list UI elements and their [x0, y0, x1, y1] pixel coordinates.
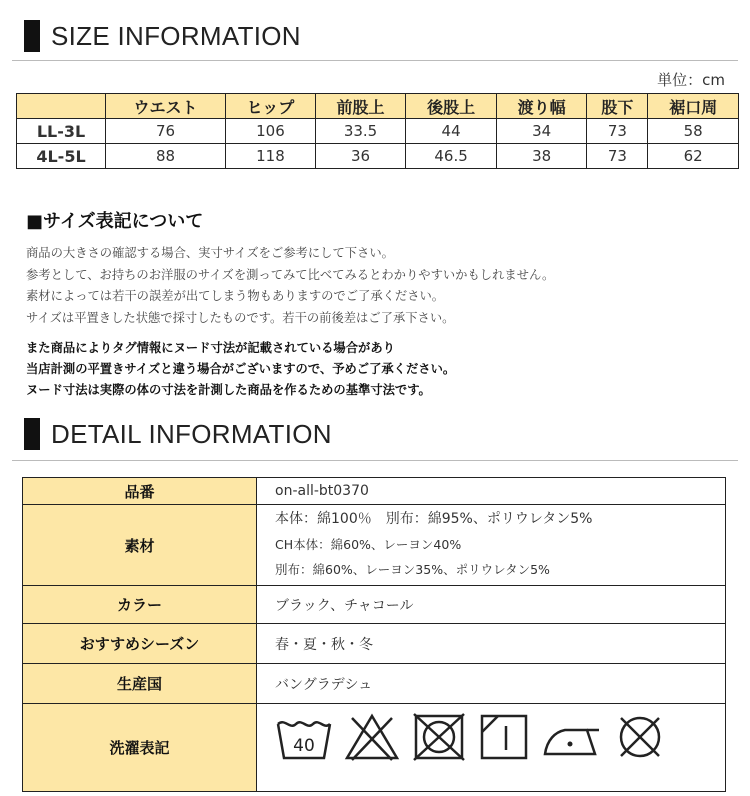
table-row — [23, 505, 726, 586]
section-bar — [24, 418, 40, 450]
size-label: LL-3L — [17, 119, 106, 144]
note-line-bold: 当店計測の平置きサイズと違う場合がございますので、予めご了承ください。 — [26, 362, 456, 376]
table-cell: 73 — [587, 144, 648, 169]
table-cell: 58 — [648, 119, 739, 144]
size-label: 4L-5L — [17, 144, 106, 169]
low-iron-icon — [541, 712, 603, 762]
wash-temp-label: 40 — [293, 736, 315, 756]
season-value: 春・夏・秋・冬 — [257, 624, 726, 664]
col-header: 裾口周 — [648, 94, 739, 119]
table-cell: 33.5 — [315, 119, 406, 144]
table-cell: 62 — [648, 144, 739, 169]
size-notes-bold — [26, 338, 455, 401]
table-cell: 106 — [226, 119, 316, 144]
col-header: 後股上 — [406, 94, 497, 119]
table-cell: 76 — [106, 119, 226, 144]
section-bar — [24, 20, 40, 52]
col-header: ヒップ — [226, 94, 316, 119]
table-row — [23, 586, 726, 624]
care-label: 洗濯表記 — [23, 704, 257, 792]
col-header: 股下 — [587, 94, 648, 119]
size-info-title: SIZE INFORMATION — [51, 20, 301, 51]
unit-label: 単位：cm — [657, 71, 725, 89]
material-label: 素材 — [23, 505, 257, 586]
color-label: カラー — [23, 586, 257, 624]
table-cell: 36 — [315, 144, 406, 169]
product-number-label: 品番 — [23, 478, 257, 505]
table-row — [23, 624, 726, 664]
color-value: ブラック、チャコール — [257, 586, 726, 624]
care-icons — [257, 704, 726, 792]
detail-info-header — [24, 418, 332, 450]
origin-value: バングラデシュ — [257, 664, 726, 704]
material-line: CH本体：綿60%、レーヨン40% — [275, 537, 462, 552]
line-dry-shade-icon — [478, 712, 530, 762]
detail-table — [22, 477, 726, 792]
detail-info-title: DETAIL INFORMATION — [51, 418, 332, 449]
table-cell: 73 — [587, 119, 648, 144]
table-cell: 46.5 — [406, 144, 497, 169]
season-label: おすすめシーズン — [23, 624, 257, 664]
material-line: 本体：綿100％ 別布：綿95%、ポリウレタン5% — [275, 511, 593, 527]
note-line: 参考として、お持ちのお洋服のサイズを測ってみて比べてみるとわかりやすいかもしれません。 — [26, 267, 555, 282]
size-notes-title: ■サイズ表記について — [26, 211, 204, 232]
no-dry-clean-icon — [614, 712, 666, 762]
divider — [12, 460, 738, 461]
material-line: 別布：綿60%、レーヨン35%、ポリウレタン5% — [275, 562, 550, 577]
col-header: ウエスト — [106, 94, 226, 119]
product-number-value: on-all-bt0370 — [257, 478, 726, 505]
size-table-header — [17, 94, 739, 119]
table-cell: 118 — [226, 144, 316, 169]
material-value — [257, 505, 726, 586]
table-cell: 34 — [496, 119, 587, 144]
note-line: サイズは平置きした状態で採寸したものです。若干の前後差はご了承下さい。 — [26, 310, 455, 325]
col-header: 前股上 — [315, 94, 406, 119]
table-row — [17, 119, 739, 144]
origin-label: 生産国 — [23, 664, 257, 704]
size-info-header — [24, 20, 301, 52]
table-cell: 38 — [496, 144, 587, 169]
table-row — [23, 704, 726, 792]
corner-cell — [17, 94, 106, 119]
wash-40-icon — [275, 712, 333, 762]
table-row — [17, 144, 739, 169]
note-line-bold: ヌード寸法は実際の体の寸法を計測した商品を作るための基準寸法です。 — [26, 383, 431, 397]
table-cell: 44 — [406, 119, 497, 144]
col-header: 渡り幅 — [496, 94, 587, 119]
no-bleach-icon — [344, 712, 400, 762]
size-notes — [26, 243, 554, 329]
note-line-bold: また商品によりタグ情報にヌード寸法が記載されている場合があり — [26, 341, 395, 355]
table-row — [23, 478, 726, 505]
table-row — [23, 664, 726, 704]
size-table — [16, 93, 739, 169]
note-line: 素材によっては若干の誤差が出てしまう物もありますのでご了承ください。 — [26, 289, 445, 303]
no-tumble-dry-icon — [411, 712, 467, 762]
table-cell: 88 — [106, 144, 226, 169]
note-line: 商品の大きさの確認する場合、実寸サイズをご参考にして下さい。 — [26, 246, 394, 260]
divider — [12, 60, 738, 61]
